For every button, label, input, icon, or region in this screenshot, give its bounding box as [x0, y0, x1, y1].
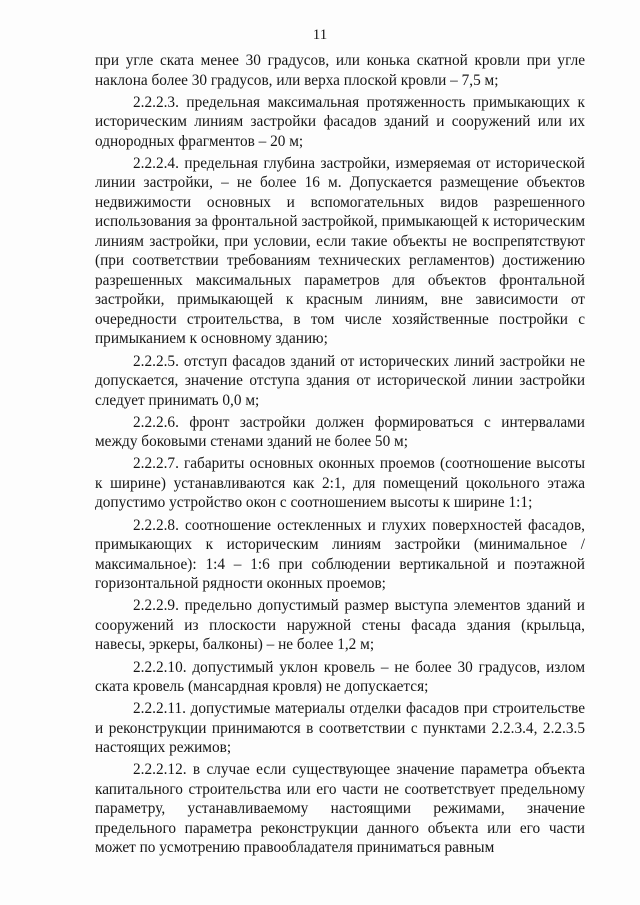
- paragraph-2-2-2-12: 2.2.2.12. в случае если существующее значение параметра объекта капитального строительства или его части не соответствует предельному параметру, устанавливаемому настоящими режимами, значение предельного параметра реконструкции данного объекта или его части может по усмотрению правообладателя приниматься равным: [95, 761, 585, 857]
- paragraph-2-2-2-7: 2.2.2.7. габариты основных оконных проемов (соотношение высоты к ширине) устанавливаются как 2:1, для помещений цокольного этажа допустимо устройство окон с соотношением высоты к ширине 1:1;: [95, 455, 585, 512]
- paragraph-2-2-2-6: 2.2.2.6. фронт застройки должен формироваться с интервалами между боковыми стенами зданий не более 50 м;: [95, 413, 585, 451]
- document-body: [95, 51, 585, 861]
- page-number: 11: [312, 27, 328, 43]
- paragraph-2-2-2-4: 2.2.2.4. предельная глубина застройки, измеряемая от исторической линии застройки, – не более 16 м. Допускается размещение объектов недвижимости основных и вспомогательных видов разрешенного использования за фронтальной застройкой, примыкающей к историческим линиям застройки, при условии, если такие объекты не воспрепятствуют (при соответствии требованиям технических регламентов) достижению разрешенных максимальных параметров для объектов фронтальной застройки, примыкающей к красным линиям, вне зависимости от очередности строительства, в том числе хозяйственные постройки с примыканием к основному зданию;: [95, 154, 585, 348]
- paragraph-continuation: при угле ската менее 30 градусов, или конька скатной кровли при угле наклона более 30 градусов, или верха плоской кровли – 7,5 м;: [95, 52, 585, 89]
- paragraph-2-2-2-10: 2.2.2.10. допустимый уклон кровель – не более 30 градусов, излом ската кровель (мансардная кровля) не допускается;: [95, 658, 585, 695]
- paragraph-2-2-2-9: 2.2.2.9. предельно допустимый размер выступа элементов зданий и сооружений из плоскости наружной стены фасада здания (крыльца, навесы, эркеры, балконы) – не более 1,2 м;: [95, 597, 585, 654]
- paragraph-2-2-2-3: 2.2.2.3. предельная максимальная протяженность примыкающих к историческим линиям застройки фасадов зданий и сооружений или их однородных фрагментов – 20 м;: [95, 93, 585, 150]
- paragraph-2-2-2-8: 2.2.2.8. соотношение остекленных и глухих поверхностей фасадов, примыкающих к историческим линиям застройки (минимальное / максимальное): 1:4 – 1:6 при соблюдении вертикальной и поэтажной горизонтальной рядности оконных проемов;: [95, 516, 585, 593]
- paragraph-2-2-2-11: 2.2.2.11. допустимые материалы отделки фасадов при строительстве и реконструкции принимаются в соответствии с пунктами 2.2.3.4, 2.2.3.5 настоящих режимов;: [95, 700, 585, 757]
- paragraph-2-2-2-5: 2.2.2.5. отступ фасадов зданий от исторических линий застройки не допускается, значение отступа здания от исторической линии застройки следует принимать 0,0 м;: [95, 352, 585, 409]
